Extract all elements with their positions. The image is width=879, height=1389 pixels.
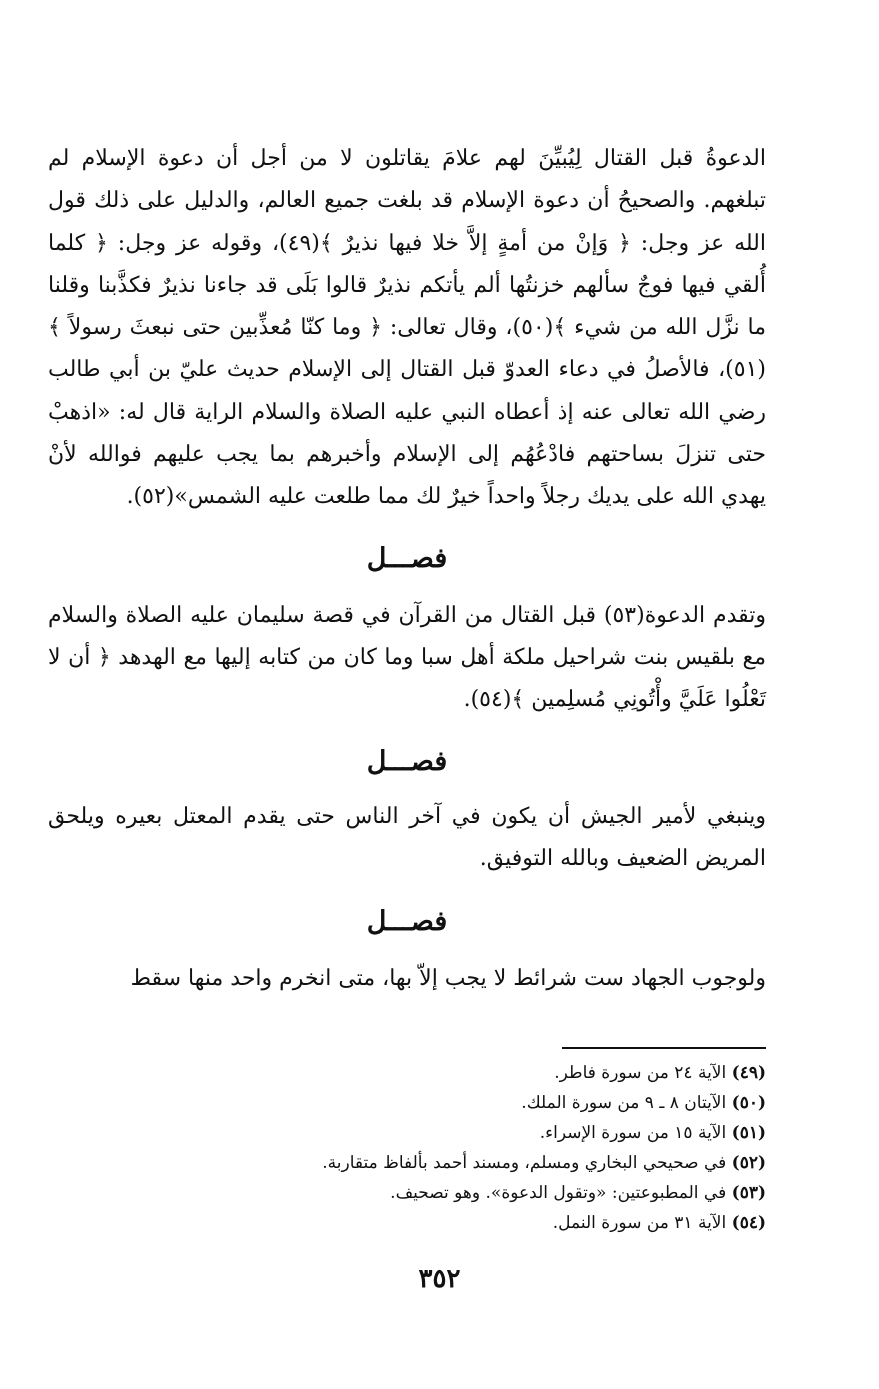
footnote-divider	[562, 1047, 766, 1049]
footnote-number: (٥١)	[731, 1123, 766, 1143]
footnote-text: الآيتان ٨ ـ ٩ من سورة الملك.	[521, 1093, 727, 1113]
section-paragraph: ولوجوب الجهاد ست شرائط لا يجب إلاّ بها، متى انخرم واحد منها سقط	[130, 966, 766, 992]
footnote-item	[246, 1178, 766, 1208]
footnote-item	[246, 1058, 766, 1088]
footnotes-list	[246, 1058, 766, 1238]
footnote-text: في صحيحي البخاري ومسلم، ومسند أحمد بألفاظ متقاربة.	[322, 1153, 727, 1173]
footnote-number: (٥٢)	[731, 1153, 766, 1173]
footnote-item	[246, 1088, 766, 1118]
page-number: ٣٥٢	[418, 1264, 461, 1294]
footnote-number: (٥٠)	[731, 1093, 766, 1113]
footnote-text: الآية ٢٤ من سورة فاطر.	[554, 1063, 727, 1083]
page-body	[48, 138, 766, 1000]
footnote-item	[246, 1148, 766, 1178]
footnote-text: الآية ١٥ من سورة الإسراء.	[539, 1123, 727, 1143]
section-paragraph: وينبغي لأمير الجيش أن يكون في آخر الناس حتى يقدم المعتل بعيره ويلحق المريض الضعيف وبالله التوفيق.	[48, 803, 766, 871]
footnote-number: (٥٣)	[731, 1183, 766, 1203]
intro-paragraph: الدعوةُ قبل القتال لِيُبيِّنَ لهم علامَ يقاتلون لا من أجل أن دعوة الإسلام لم تبلغهم. والصحيحُ أن دعوة الإسلام قد بلغت جميع العالم، والدليل على ذلك قول الله عز وجل: ﴿ وَإنْ من أمةٍ إلاَّ خلا فيها نذيرٌ ﴾(٤٩)، وقوله عز وجل: ﴿ كلما أُلقي فيها فوجٌ سألهم خزنتُها ألم يأتكم نذيرٌ قالوا بَلَى قد جاءنا نذيرٌ فكذَّبنا وقلنا ما نزَّل الله من شيء ﴾(٥٠)، وقال تعالى: ﴿ وما كنّا مُعذِّبين حتى نبعثَ رسولاً ﴾(٥١)، فالأصلُ في دعاء العدوّ قبل القتال إلى الإسلام حديث عليّ بن أبي طالب رضي الله تعالى عنه إذ أعطاه النبي عليه الصلاة والسلام الراية قال له: «اذهبْ حتى تنزلَ بساحتهم فادْعُهُم إلى الإسلام وأخبرهم بما يجب عليهم فوالله لأنْ يهدي الله على يديك رجلاً واحداً خيرٌ لك مما طلعت عليه الشمس»(٥٢).	[48, 146, 766, 510]
footnote-text: الآية ٣١ من سورة النمل.	[552, 1213, 727, 1233]
section-heading: فصـــل	[366, 745, 448, 777]
footnote-text: في المطبوعتين: «وتقول الدعوة». وهو تصحيف.	[390, 1183, 727, 1203]
section-heading: فصـــل	[366, 906, 448, 938]
footnote-number: (٥٤)	[731, 1213, 766, 1233]
footnote-item	[246, 1118, 766, 1148]
footnote-number: (٤٩)	[731, 1063, 766, 1083]
section-paragraph: وتقدم الدعوة(٥٣) قبل القتال من القرآن في قصة سليمان عليه الصلاة والسلام مع بلقيس بنت شراحيل ملكة أهل سبا وما كان من كتابه إليها مع الهدهد ﴿ أن لا تَعْلُوا عَلَيَّ وأْتُونِي مُسلِمين ﴾(٥٤).	[48, 602, 766, 713]
footnote-item	[246, 1208, 766, 1238]
section-heading: فصـــل	[366, 542, 448, 574]
